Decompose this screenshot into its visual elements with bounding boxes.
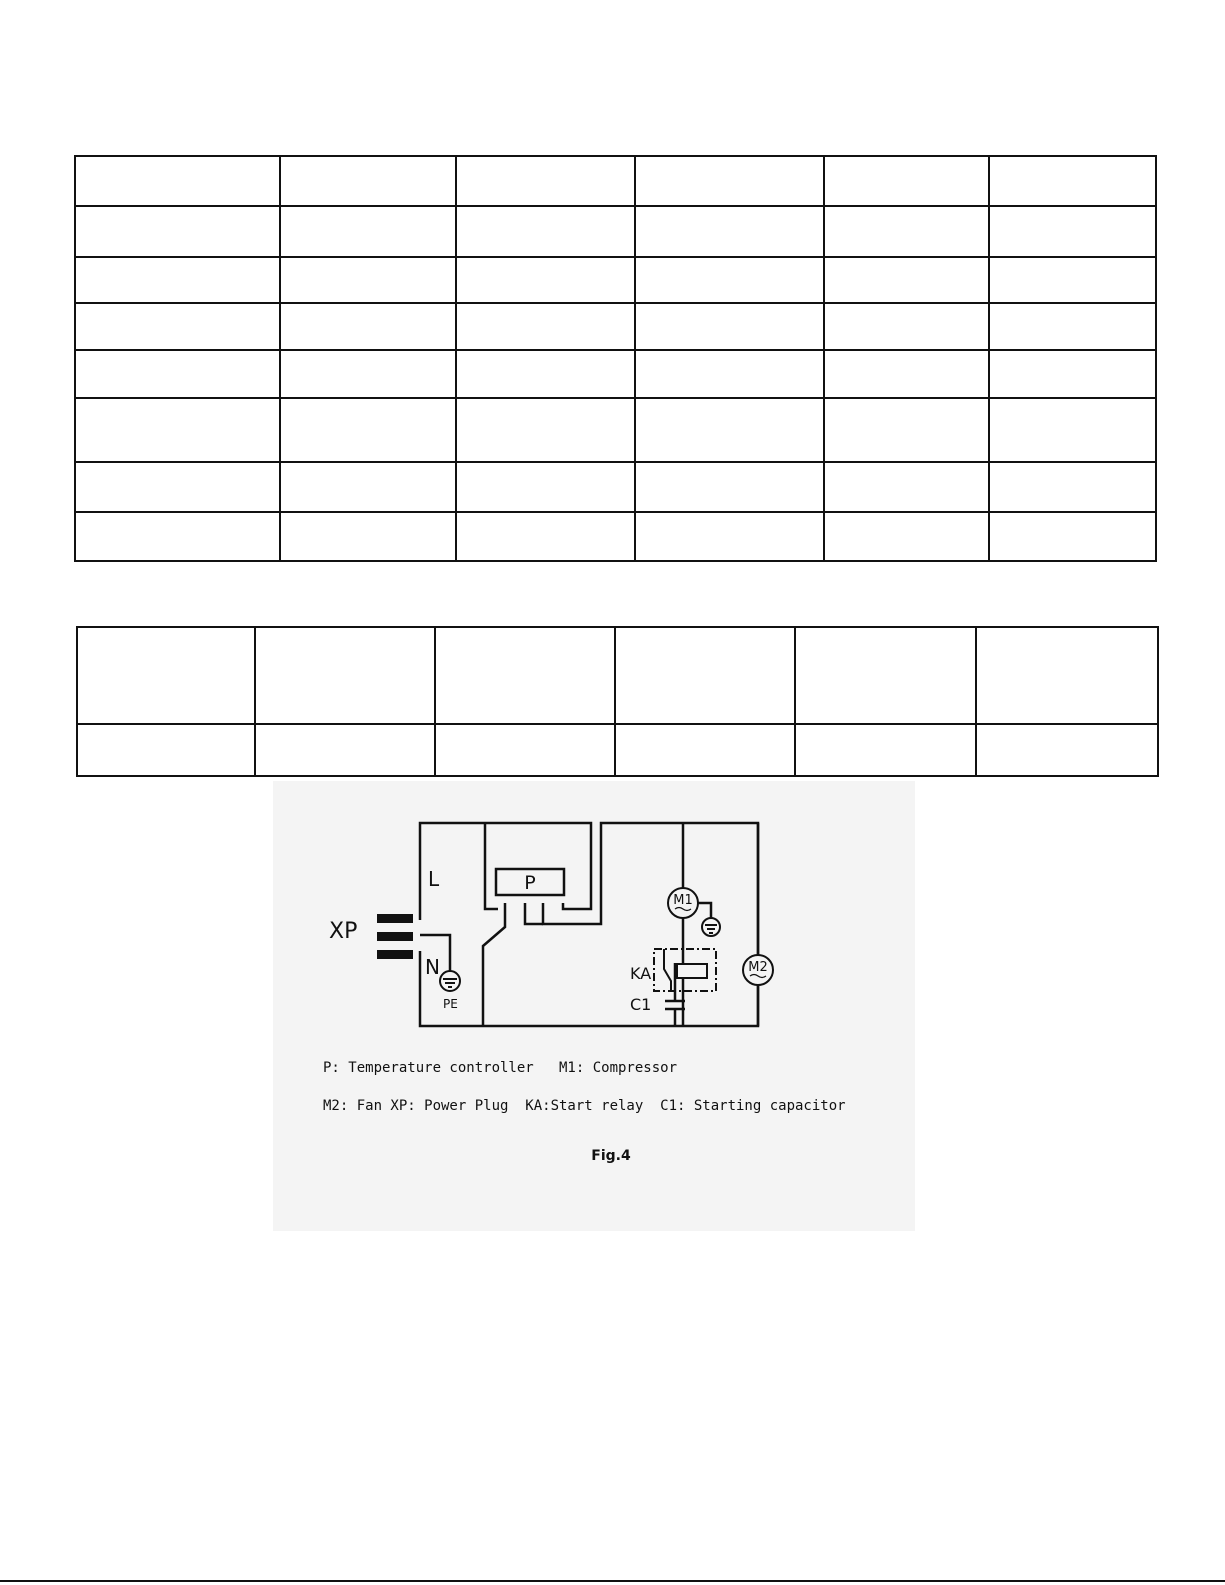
relay-coil bbox=[677, 964, 707, 978]
wiring-diagram bbox=[273, 781, 915, 1231]
page-bottom-rule bbox=[0, 1580, 1225, 1582]
label-p: P bbox=[524, 872, 536, 894]
table-row bbox=[75, 303, 1156, 350]
label-n: N bbox=[425, 955, 440, 979]
table-row bbox=[75, 257, 1156, 303]
label-c1: C1 bbox=[630, 995, 652, 1014]
spec-table-1 bbox=[74, 155, 1157, 562]
figure-caption: Fig.4 bbox=[591, 1148, 631, 1164]
table-row bbox=[77, 627, 1158, 724]
table-row bbox=[75, 350, 1156, 398]
ground-compressor-icon bbox=[702, 918, 720, 936]
ground-pe-icon bbox=[440, 971, 460, 991]
table-row bbox=[75, 156, 1156, 206]
relay-switch bbox=[664, 949, 671, 991]
label-m1: M1 bbox=[673, 893, 693, 908]
spec-table-2 bbox=[76, 626, 1159, 777]
label-pe: PE bbox=[443, 997, 458, 1011]
table-row bbox=[75, 398, 1156, 462]
legend-line-1: P: Temperature controller M1: Compressor bbox=[323, 1060, 678, 1076]
power-plug-symbol bbox=[377, 914, 413, 959]
table-row bbox=[75, 512, 1156, 561]
legend-line-2: M2: Fan XP: Power Plug KA:Start relay C1: Starting capacitor bbox=[323, 1098, 846, 1114]
label-l: L bbox=[428, 867, 440, 891]
table-row bbox=[75, 206, 1156, 257]
label-xp: XP bbox=[329, 919, 358, 944]
table-row bbox=[75, 462, 1156, 512]
table-row bbox=[77, 724, 1158, 776]
label-ka: KA bbox=[630, 964, 652, 983]
label-m2: M2 bbox=[748, 960, 768, 975]
wiring-diagram-figure bbox=[273, 781, 915, 1231]
